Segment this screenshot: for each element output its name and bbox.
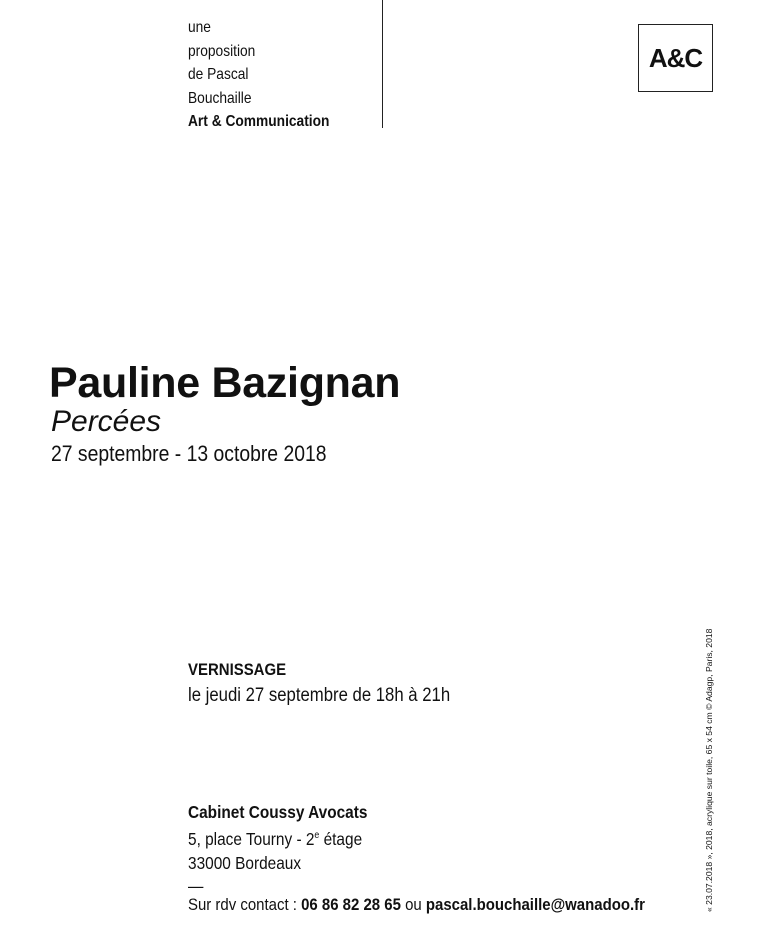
contact-label: Sur rdv contact :	[188, 895, 302, 914]
intro-line-4: Bouchaille	[188, 89, 252, 107]
venue-city: 33000 Bordeaux	[188, 852, 302, 873]
intro-line-3: de Pascal	[188, 66, 249, 83]
vernissage-detail: le jeudi 27 septembre de 18h à 21h	[188, 685, 451, 706]
venue-name: Cabinet Coussy Avocats	[188, 802, 368, 822]
contact-or: ou	[400, 895, 426, 914]
contact-line	[188, 894, 645, 916]
intro-block	[188, 16, 352, 134]
intro-line-1: une	[188, 19, 211, 36]
vernissage-block	[188, 658, 486, 710]
contact-phone[interactable]: 06 86 82 28 65	[301, 895, 401, 914]
exhibition-dates: 27 septembre - 13 octobre 2018	[51, 441, 327, 466]
venue-street-prefix: 5, place Tourny - 2	[188, 828, 315, 849]
venue-street	[188, 824, 367, 851]
contact-email[interactable]: pascal.bouchaille@wanadoo.fr	[425, 895, 645, 914]
venue-street-sup: e	[314, 830, 320, 841]
venue-address	[188, 800, 392, 897]
vernissage-heading: VERNISSAGE	[188, 660, 287, 679]
venue-street-suffix: étage	[319, 828, 363, 849]
intro-organization: Art & Communication	[188, 113, 330, 130]
logo: A&C	[638, 24, 713, 92]
separator-dash: —	[188, 875, 204, 896]
exhibition-title: Percées	[51, 405, 162, 438]
artist-name: Pauline Bazignan	[49, 359, 401, 407]
vertical-divider	[382, 0, 383, 128]
intro-line-2: proposition	[188, 42, 256, 60]
artwork-caption: « 23.07.2018 », 2018, acrylique sur toile, 65 x 54 cm © Adagp, Paris, 2018	[704, 628, 714, 912]
